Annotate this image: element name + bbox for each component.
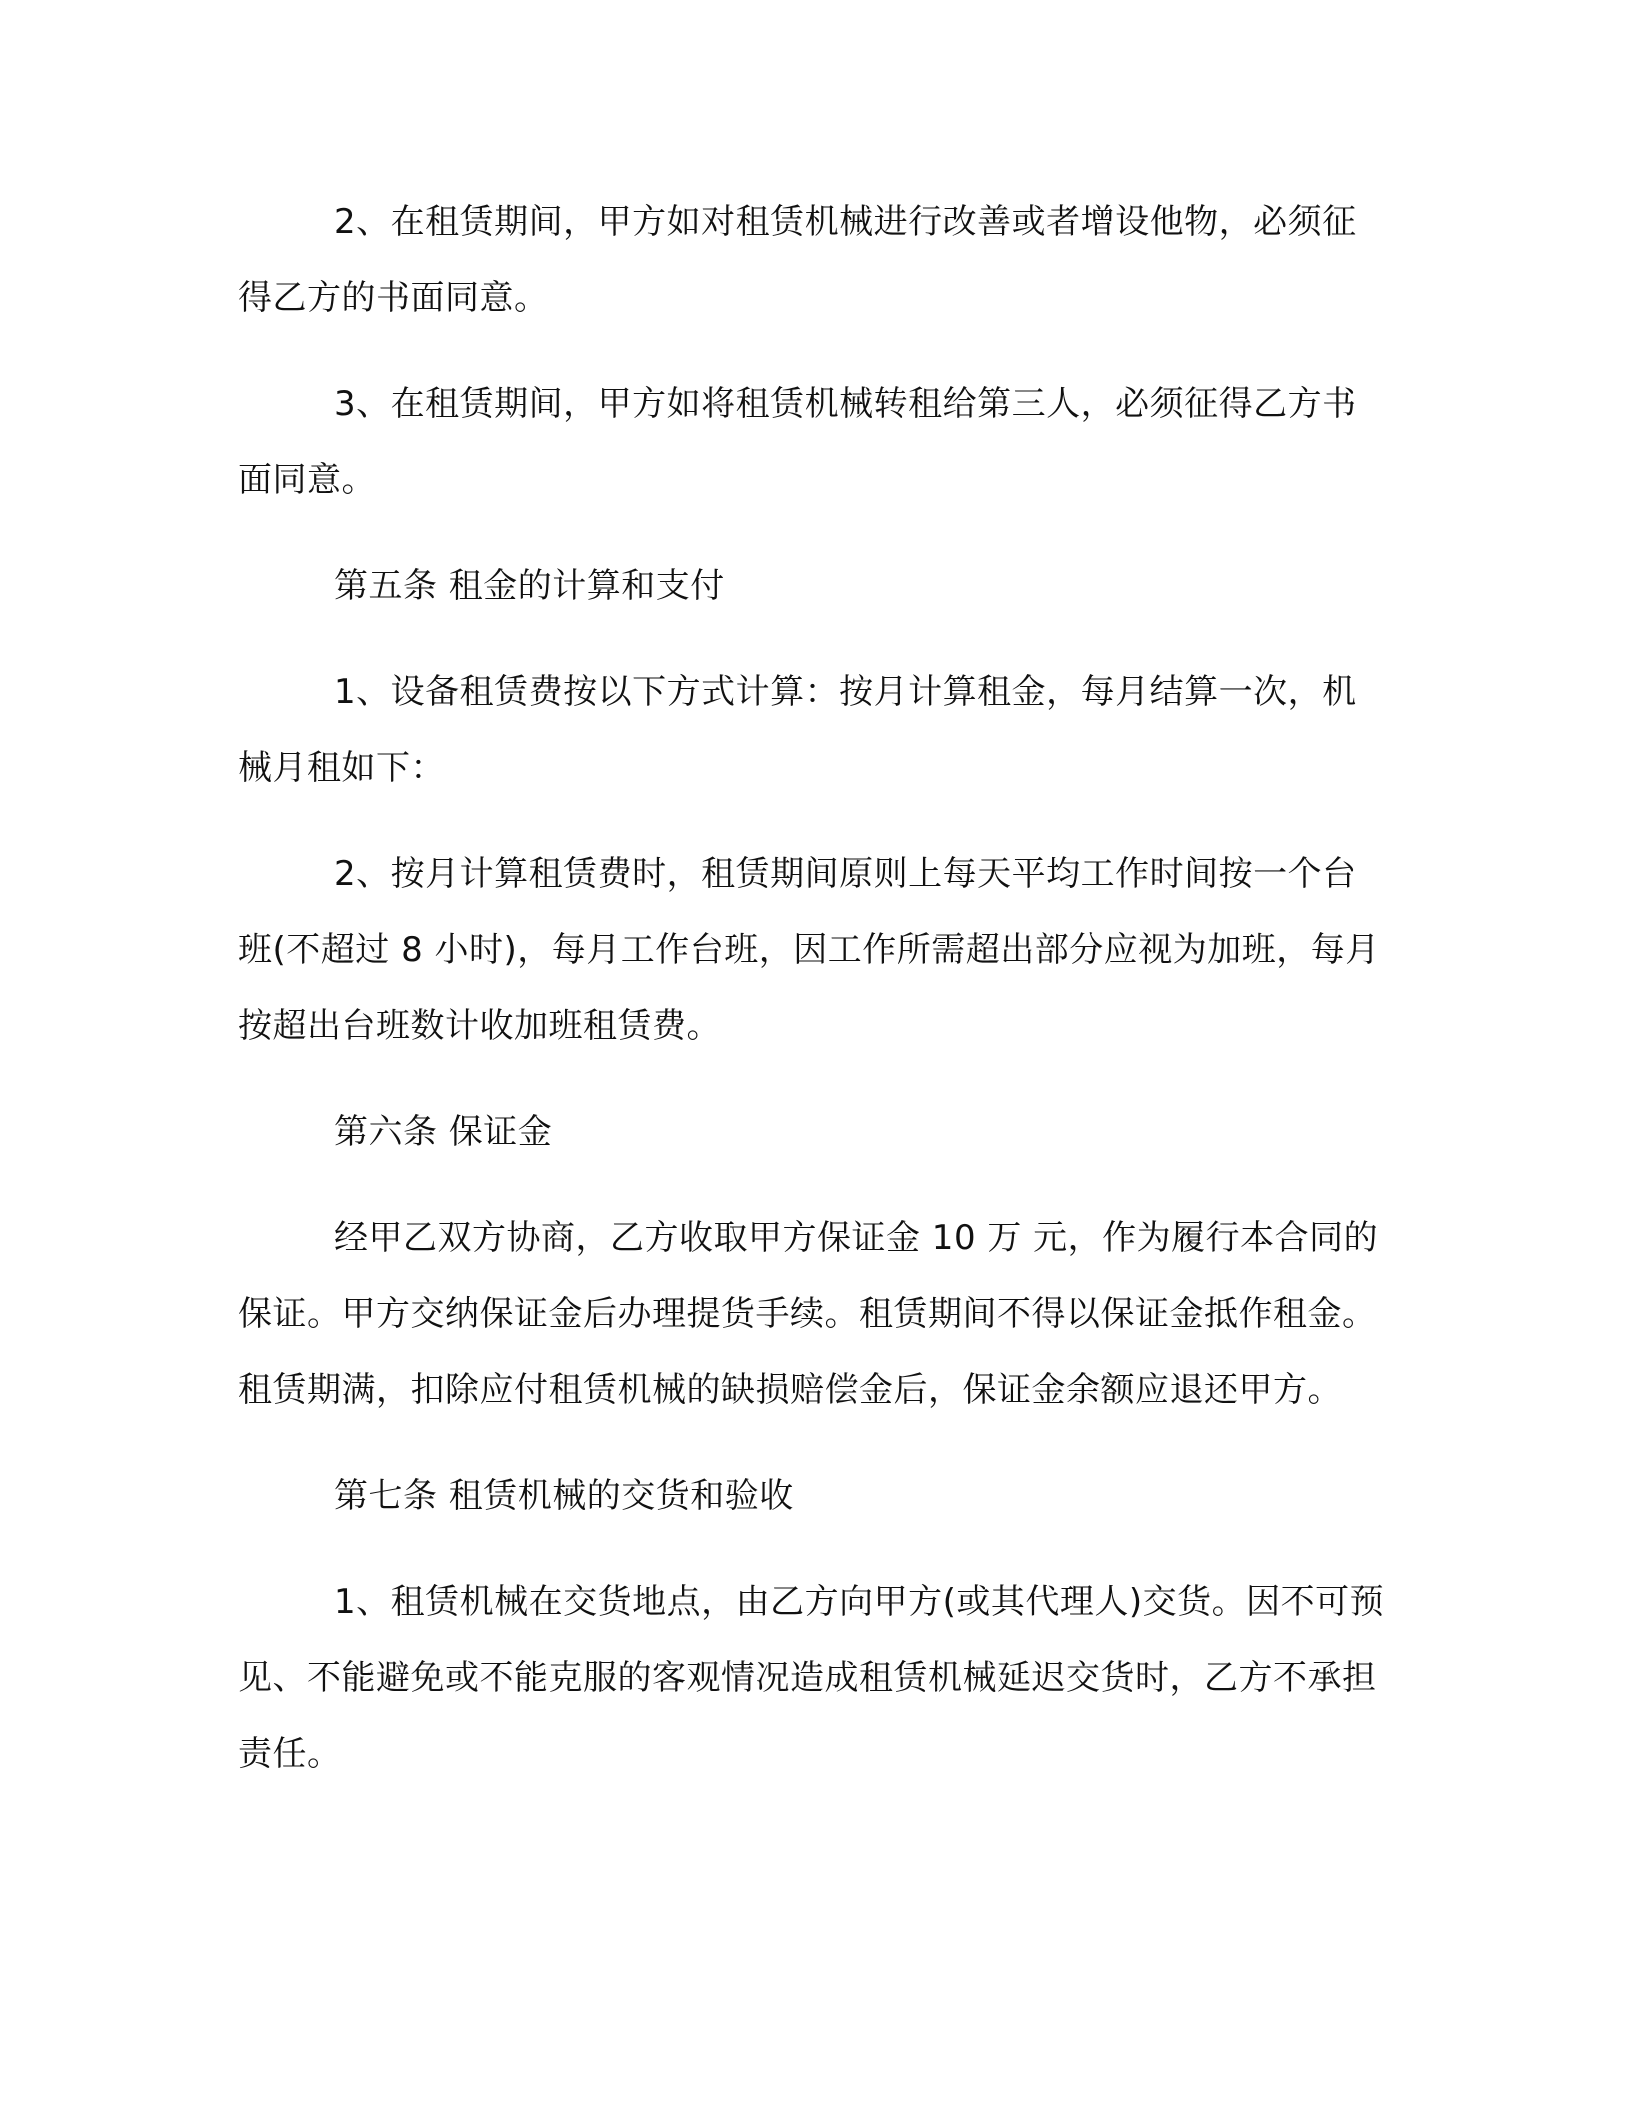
- paragraph-gap: [238, 336, 1388, 366]
- document-body: [238, 184, 1388, 1792]
- paragraph-gap: [238, 1428, 1388, 1458]
- article-6-heading: 第六条 保证金: [334, 1112, 553, 1152]
- paragraph-gap: [238, 806, 1388, 836]
- paragraph-gap: [238, 1170, 1388, 1200]
- clause-7-item-1: 1、租赁机械在交货地点，由乙方向甲方(或其代理人)交货。因不可预见、不能避免或不能克服的客观情况造成租赁机械延迟交货时，乙方不承担责任。: [238, 1582, 1385, 1774]
- clause-6-body: 经甲乙双方协商，乙方收取甲方保证金 10 万 元，作为履行本合同的保证。甲方交纳保证金后办理提货手续。租赁期间不得以保证金抵作租金。租赁期满，扣除应付租赁机械的缺损赔偿金后，保证金余额应退还甲方。: [238, 1218, 1379, 1410]
- clause-4-item-3: 3、在租赁期间，甲方如将租赁机械转租给第三人，必须征得乙方书面同意。: [238, 384, 1357, 500]
- paragraph-gap: [238, 1534, 1388, 1564]
- paragraph-gap: [238, 624, 1388, 654]
- clause-5-item-1: 1、设备租赁费按以下方式计算：按月计算租金，每月结算一次，机械月租如下：: [238, 672, 1357, 788]
- article-5-heading: 第五条 租金的计算和支付: [334, 566, 725, 606]
- paragraph-gap: [238, 518, 1388, 548]
- article-7-heading: 第七条 租赁机械的交货和验收: [334, 1476, 794, 1516]
- clause-5-item-2: 2、按月计算租赁费时，租赁期间原则上每天平均工作时间按一个台班(不超过 8 小时)，每月工作台班，因工作所需超出部分应视为加班，每月按超出台班数计收加班租赁费。: [238, 854, 1380, 1046]
- clause-4-item-2: 2、在租赁期间，甲方如对租赁机械进行改善或者增设他物，必须征得乙方的书面同意。: [238, 202, 1357, 318]
- paragraph-gap: [238, 1064, 1388, 1094]
